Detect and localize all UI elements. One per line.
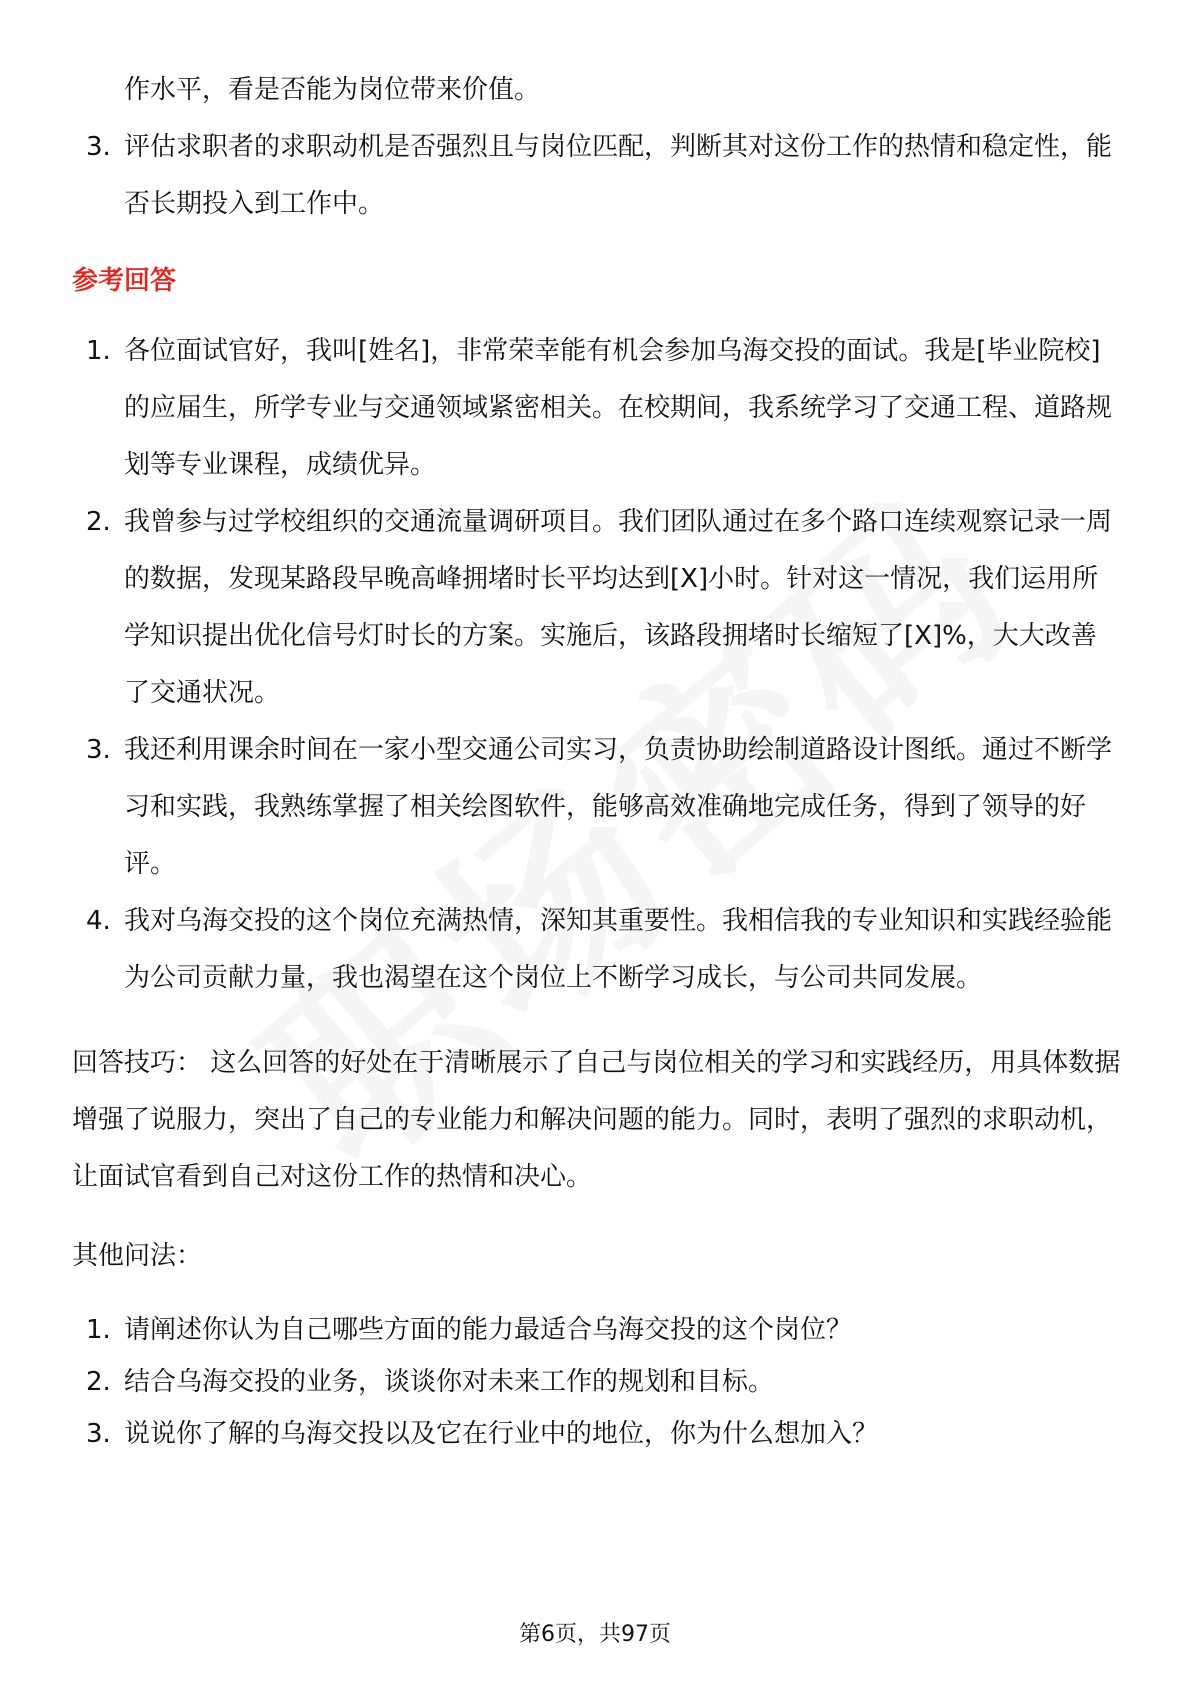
list-item: [72, 494, 1122, 722]
list-item: [72, 893, 1122, 1007]
list-item: [72, 1408, 1122, 1460]
list-number: 1.: [86, 1315, 111, 1345]
other-questions-list: [72, 1304, 1122, 1460]
list-number: 2.: [86, 507, 111, 537]
list-item-text: 我还利用课余时间在一家小型交通公司实习，负责协助绘制道路设计图纸。通过不断学习和实践，我熟练掌握了相关绘图软件，能够高效准确地完成任务，得到了领导的好评。: [124, 735, 1113, 879]
list-item-text: 各位面试官好，我叫[姓名]，非常荣幸能有机会参加乌海交投的面试。我是[毕业院校]的应届生，所学专业与交通领域紧密相关。在校期间，我系统学习了交通工程、道路规划等专业课程，成绩优异。: [124, 336, 1113, 480]
list-item: [72, 119, 1122, 233]
answer-tip-paragraph: 回答技巧： 这么回答的好处在于清晰展示了自己与岗位相关的学习和实践经历，用具体数据增强了说服力，突出了自己的专业能力和解决问题的能力。同时，表明了强烈的求职动机，让面试官看到自己对这份工作的热情和决心。: [72, 1048, 1121, 1192]
list-number: 4.: [86, 906, 111, 936]
list-item: [72, 62, 1122, 119]
list-item-text: 我对乌海交投的这个岗位充满热情，深知其重要性。我相信我的专业知识和实践经验能为公司贡献力量，我也渴望在这个岗位上不断学习成长，与公司共同发展。: [124, 906, 1113, 993]
list-number: 2.: [86, 1367, 111, 1397]
continued-list: [72, 62, 1122, 233]
list-item-text: 我曾参与过学校组织的交通流量调研项目。我们团队通过在多个路口连续观察记录一周的数据，发现某路段早晚高峰拥堵时长平均达到[X]小时。针对这一情况，我们运用所学知识提出优化信号灯时长的方案。实施后，该路段拥堵时长缩短了[X]%，大大改善了交通状况。: [124, 507, 1113, 708]
list-number: 3.: [86, 1419, 111, 1449]
other-questions-heading: 其他问法：: [72, 1241, 203, 1271]
answer-list: [72, 323, 1122, 1007]
page-content: [72, 62, 1122, 1460]
list-item-text: 说说你了解的乌海交投以及它在行业中的地位，你为什么想加入？: [124, 1419, 879, 1449]
list-item: [72, 722, 1122, 893]
list-item-text: 作水平，看是否能为岗位带来价值。: [124, 75, 541, 105]
page-number-footer: 第6页，共97页: [519, 1622, 671, 1647]
list-number: 3.: [86, 735, 111, 765]
list-item: [72, 323, 1122, 494]
list-item-text: 请阐述你认为自己哪些方面的能力最适合乌海交投的这个岗位？: [124, 1315, 853, 1345]
list-number: 3.: [86, 132, 111, 162]
reference-answer-heading: 参考回答: [72, 266, 177, 296]
list-item: [72, 1356, 1122, 1408]
list-item: [72, 1304, 1122, 1356]
list-number: 1.: [86, 336, 111, 366]
list-item-text: 评估求职者的求职动机是否强烈且与岗位匹配，判断其对这份工作的热情和稳定性，能否长期投入到工作中。: [124, 132, 1113, 219]
list-item-text: 结合乌海交投的业务，谈谈你对未来工作的规划和目标。: [124, 1367, 775, 1397]
